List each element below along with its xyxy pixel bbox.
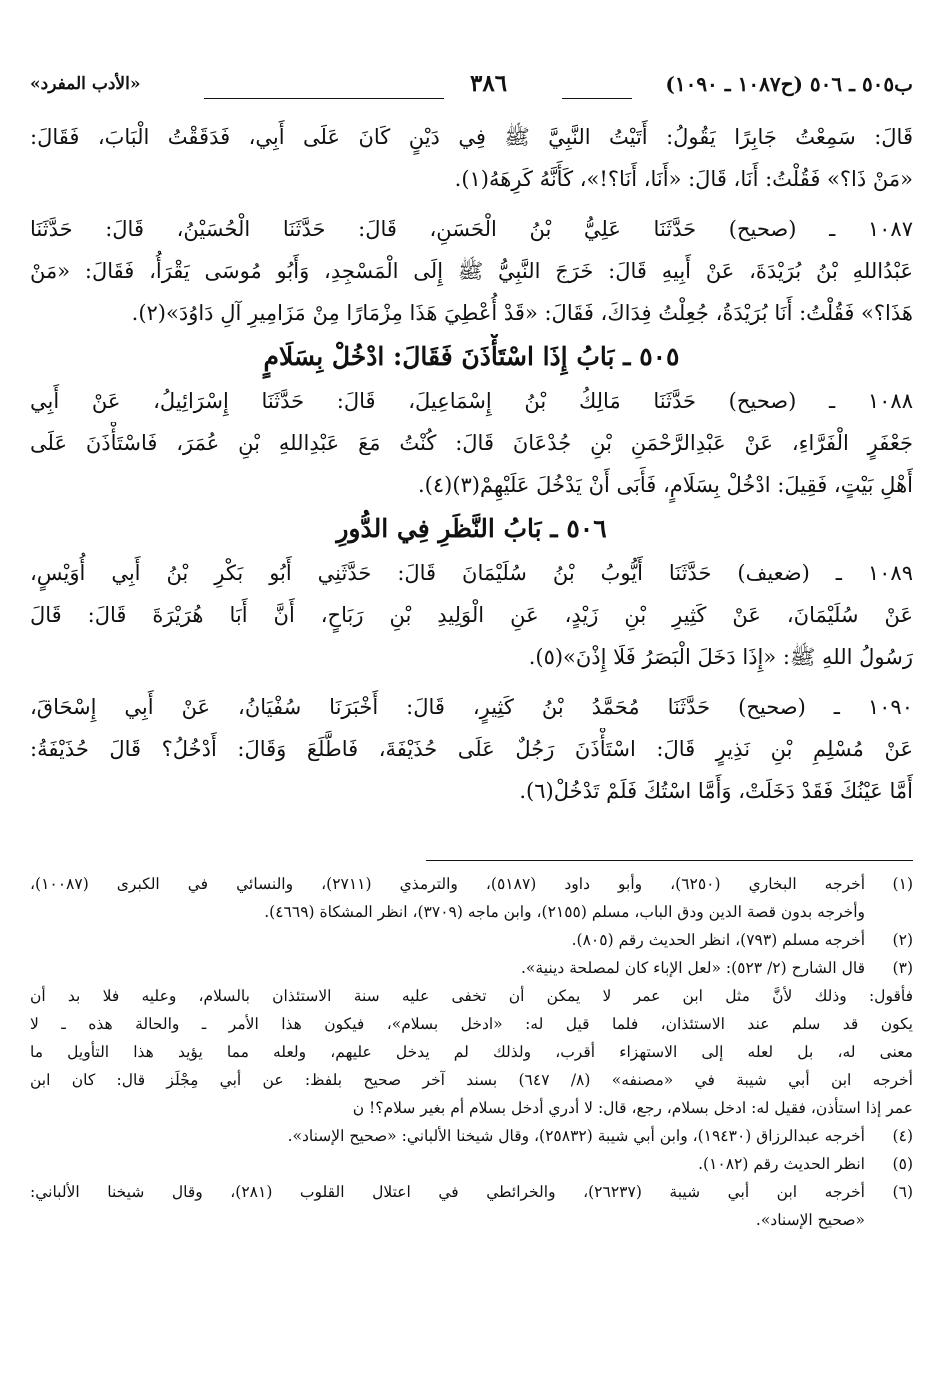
chapter-title-506: ٥٠٦ ـ بَابُ النَّظَرِ فِي الدُّورِ [336,514,607,543]
text-line: رَسُولُ اللهِ ﷺ: «إِذَا دَخَلَ الْبَصَرُ فَلَا إِذْنَ»(٥). [528,645,913,669]
footnote-text: انظر الحديث رقم (١٠٨٢). [698,1155,865,1173]
header-book-title: «الأدب المفرد» [30,74,141,94]
footnote-3-cont [30,982,913,1010]
page-number: ٣٨٦ [470,70,508,97]
footnote-text: وأخرجه بدون قصة الدين ودق الباب، مسلم (٢١٥٥)، وابن ماجه (٣٧٠٩)، انظر المشكاة (٤٦٦٩). [264,903,865,921]
footnote-text: أخرجه البخاري (٦٢٥٠)، وأبو داود (٥١٨٧)، والترمذي (٢٧١١)، والنسائي في الكبرى (١٠٠٨٧)، [30,875,866,893]
hadith-1089-line: ١٠٨٩ ـ (ضعيف) حَدَّثَنَا أَيُّوبُ بْنُ سُلَيْمَانَ قَالَ: حَدَّثَنِي أَبُو بَكْرِ بْنُ أَبِي أُوَيْسٍ، [30,561,913,585]
footnote-number: (٦) [892,1183,913,1201]
header-rule-left [204,98,444,99]
footnote-number: (١) [892,875,913,893]
footnote-number: (٤) [892,1127,913,1145]
footnote-text: معنى له، بل لعله إلى الاستهزاء أقرب، ولذلك لم يدخل عليهم، ولعله مما يؤيد هذا التأويل ما [30,1043,913,1061]
chapter-title-505: ٥٠٥ ـ بَابُ إِذَا اسْتَأْذَنَ فَقَالَ: ادْخُلْ بِسَلَامٍ [263,342,680,371]
footnote-3-cont [30,1066,913,1094]
text-line: أَمَّا عَيْنُكَ فَقَدْ دَخَلَتْ، وَأَمَّا اسْتُكَ فَلَمْ تَدْخُلْ(٦). [519,779,913,803]
text-line: هَذَا؟» فَقُلْتُ: أَنَا بُرَيْدَةُ، جُعِلْتُ فِدَاكَ، فَقَالَ: «قَدْ أُعْطِيَ هَذَا مِزْمَارًا مِنْ مَزَامِيرِ آلِ دَاوُدَ»(٢). [131,301,913,325]
text-line: أَهْلِ بَيْتٍ، فَقِيلَ: ادْخُلْ بِسَلَامٍ، فَأَبَى أَنْ يَدْخُلَ عَلَيْهِمْ(٣)(٤). [417,473,913,497]
footnote-3-cont [30,1038,913,1066]
footnote-1-cont [30,898,913,926]
footnote-text: يكون قد سلم عند الاستئذان، فلما قيل له: «ادخل بسلام»، فيكون هذا الأمر ـ والحالة هذه ـ لا [30,1015,913,1033]
text-line: عَبْدُاللهِ بْنُ بُرَيْدَةَ، عَنْ أَبِيهِ قَالَ: خَرَجَ النَّبِيُّ ﷺ إِلَى الْمَسْجِدِ، وَأَبُو مُوسَى يَقْرَأُ، فَقَالَ: «مَنْ [30,259,913,283]
footnote-5 [30,1150,913,1178]
main-text [30,116,913,812]
footnote-number: (٣) [892,959,913,977]
header-rule-right [562,98,632,99]
footnote-text: أخرجه ابن أبي شيبة في «مصنفه» (٨/ ٦٤٧) بسند آخر صحيح بلفظ: عن أبي مِجْلَز قال: كان ابن [30,1071,913,1089]
footnote-6 [30,1178,913,1206]
footnote-text: عمر إذا استأذن، فقيل له: ادخل بسلام، رجع، قال: لا أدري أدخل بسلام أم بغير سلام؟! ن [352,1099,913,1117]
footnote-1 [30,870,913,898]
footnote-2 [30,926,913,954]
text-line: جَعْفَرٍ الْفَرَّاءِ، عَنْ عَبْدِالرَّحْمَنِ بْنِ جُدْعَانَ قَالَ: كُنْتُ مَعَ عَبْدِاللهِ بْنِ عُمَرَ، فَاسْتَأْذَنَ عَلَى [30,431,913,455]
footnote-text: أخرجه ابن أبي شيبة (٢٦٢٣٧)، والخرائطي في اعتلال القلوب (٢٨١)، وقال شيخنا الألباني: [30,1183,865,1201]
text-line: عَنْ سُلَيْمَانَ، عَنْ كَثِيرِ بْنِ زَيْدٍ، عَنِ الْوَلِيدِ بْنِ رَبَاحٍ، أَنَّ أَبَا هُرَيْرَةَ قَالَ: قَالَ [30,603,913,627]
text-line: «مَنْ ذَا؟» فَقُلْتُ: أَنَا، قَالَ: «أَنَا، أَنَا؟!»، كَأَنَّهُ كَرِهَهُ(١). [454,167,913,191]
footnote-3 [30,954,913,982]
footnote-number: (٢) [892,931,913,949]
footnotes [30,870,913,1234]
footnote-3-cont [30,1094,913,1122]
footnote-text: أخرجه مسلم (٧٩٣)، انظر الحديث رقم (٨٠٥). [571,931,865,949]
text-line: عَنْ مُسْلِمِ بْنِ نَذِيرٍ قَالَ: اسْتَأْذَنَ رَجُلٌ عَلَى حُذَيْفَةَ، فَاطَّلَعَ وَقَالَ: أَدْخُلُ؟ قَالَ حُذَيْفَةُ: [30,737,913,761]
footnote-3-cont [30,1010,913,1038]
header-chapter-range: ب٥٠٥ ـ ٥٠٦ (ح١٠٨٧ ـ ١٠٩٠) [665,72,913,96]
footnote-6-cont [30,1206,913,1234]
hadith-1088-line: ١٠٨٨ ـ (صحيح) حَدَّثَنَا مَالِكُ بْنُ إِسْمَاعِيلَ، قَالَ: حَدَّثَنَا إِسْرَائِيلُ، عَنْ أَبِي [30,389,913,413]
footnote-4 [30,1122,913,1150]
footnote-text: فأقول: وذلك لأنَّ مثل ابن عمر لا يمكن أن تخفى عليه سنة الاستئذان بالسلام، وعليه فلا بد أن [30,987,913,1005]
hadith-1087-line: ١٠٨٧ ـ (صحيح) حَدَّثَنَا عَلِيُّ بْنُ الْحَسَنِ، قَالَ: حَدَّثَنَا الْحُسَيْنُ، قَالَ: حَدَّثَنَا [30,217,913,241]
footnote-separator [426,860,913,861]
footnote-number: (٥) [892,1155,913,1173]
footnote-text: «صحيح الإسناد». [755,1211,865,1229]
page-header [30,68,913,108]
text-line: قَالَ: سَمِعْتُ جَابِرًا يَقُولُ: أَتَيْتُ النَّبِيَّ ﷺ فِي دَيْنٍ كَانَ عَلَى أَبِي، فَدَقَقْتُ الْبَابَ، فَقَالَ: [30,125,913,149]
footnote-text: أخرجه عبدالرزاق (١٩٤٣٠)، وابن أبي شيبة (٢٥٨٣٢)، وقال شيخنا الألباني: «صحيح الإسناد». [287,1127,865,1145]
hadith-1090-line: ١٠٩٠ ـ (صحيح) حَدَّثَنَا مُحَمَّدُ بْنُ كَثِيرٍ، قَالَ: أَخْبَرَنَا سُفْيَانُ، عَنْ أَبِي إِسْحَاقَ، [30,695,913,719]
footnote-text: قال الشارح (٢/ ٥٢٣): «لعل الإباء كان لمصلحة دينية». [521,959,865,977]
